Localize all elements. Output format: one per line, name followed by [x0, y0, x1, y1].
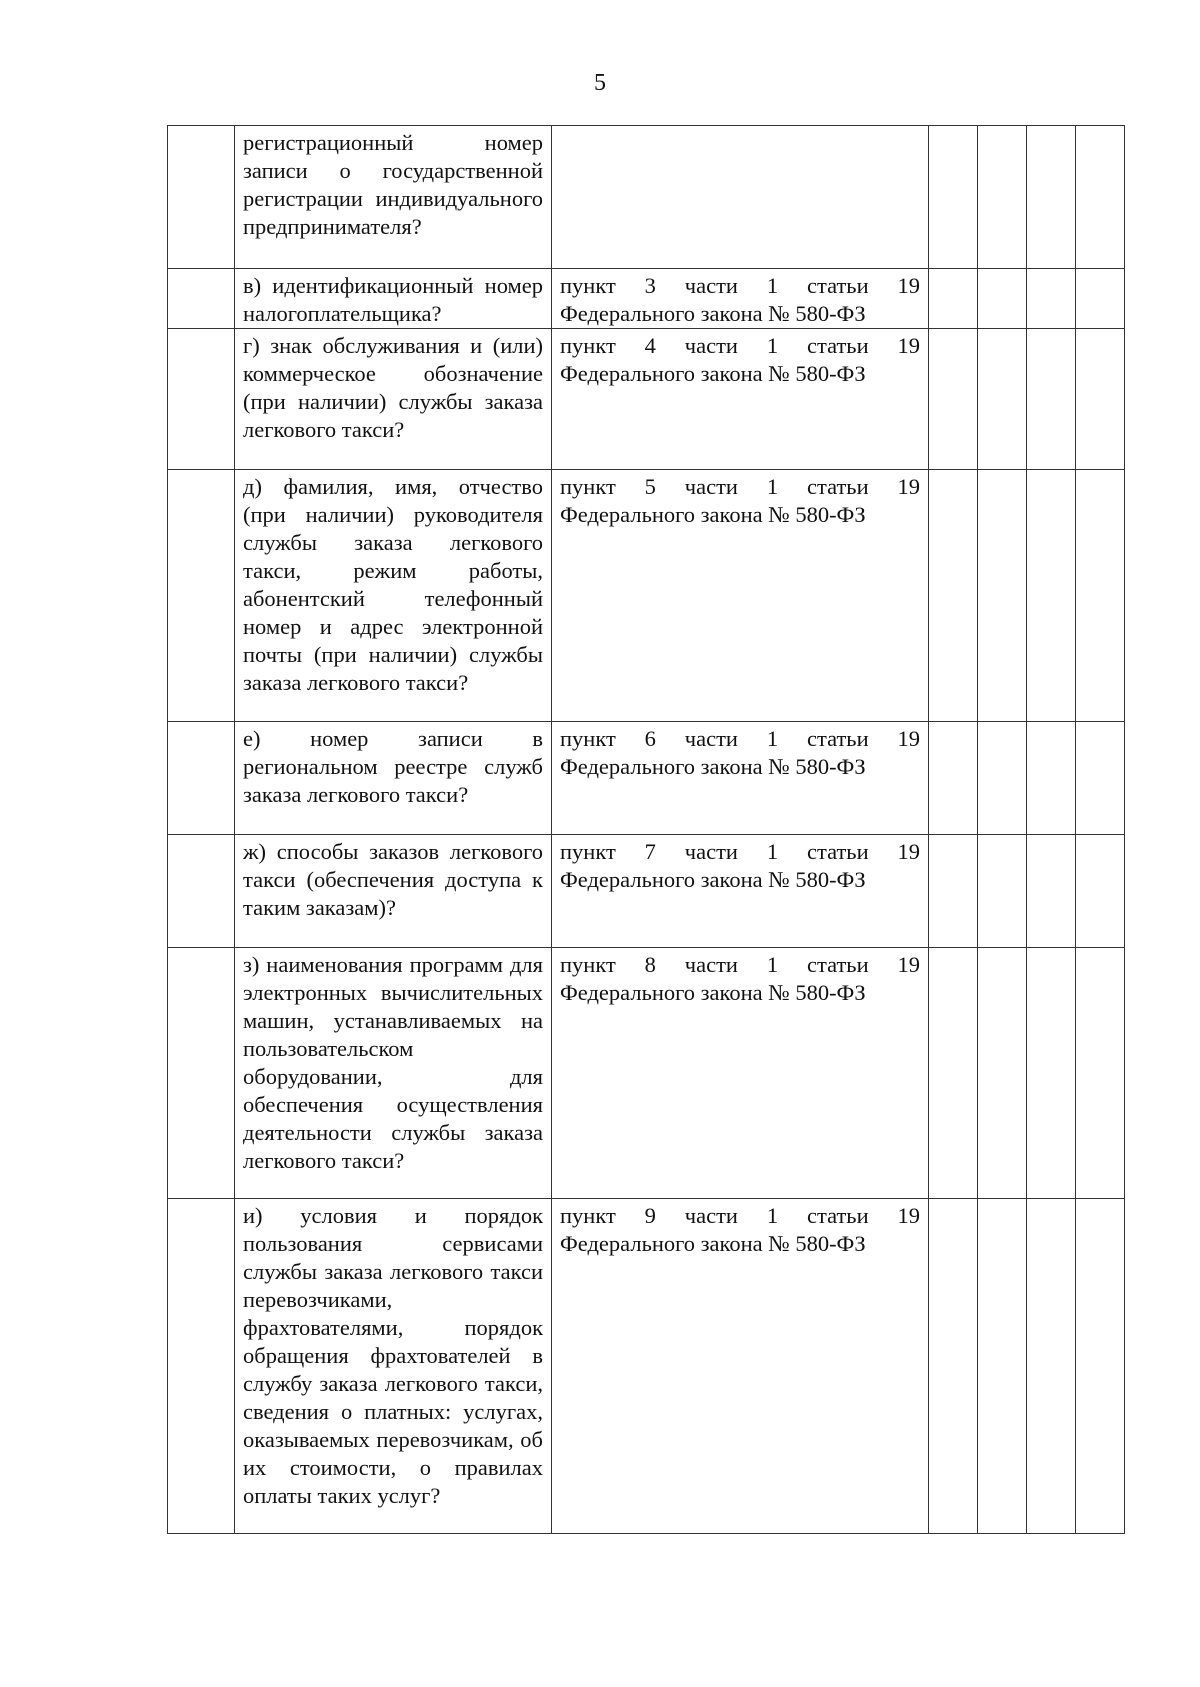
question-cell: [235, 470, 552, 722]
legal-reference-law: Федерального закона № 580-ФЗ: [560, 502, 866, 527]
question-text: регистрационный номер записи о государственной регистрации индивидуального предпринимателя?: [243, 130, 543, 239]
answer-cell-yes: [929, 329, 978, 470]
answer-cell-na: [1027, 1199, 1076, 1534]
legal-reference-cell: [552, 835, 929, 948]
checklist-table: [167, 125, 1125, 1534]
answer-cell-note: [1076, 1199, 1125, 1534]
answer-cell-no: [978, 269, 1027, 329]
table-row: [168, 835, 1125, 948]
number-cell: [168, 1199, 235, 1534]
legal-reference-law: Федерального закона № 580-ФЗ: [560, 361, 866, 386]
legal-reference-clause: пункт 7 части 1 статьи 19: [560, 839, 920, 864]
answer-cell-no: [978, 722, 1027, 835]
question-text: г) знак обслуживания и (или) коммерческое обозначение (при наличии) службы заказа легкового такси?: [243, 333, 543, 442]
number-cell: [168, 835, 235, 948]
answer-cell-note: [1076, 722, 1125, 835]
table-row: [168, 126, 1125, 269]
question-cell: [235, 269, 552, 329]
answer-cell-note: [1076, 835, 1125, 948]
question-text: и) условия и порядок пользования сервисами службы заказа легкового такси перевозчиками, фрахтователями, порядок обращения фрахтователей в службу заказа легкового такси, сведения о платных: услугах, оказываемых перевозчикам, об их стоимости, о правилах оплаты таких услуг?: [243, 1203, 543, 1508]
answer-cell-no: [978, 835, 1027, 948]
question-cell: [235, 1199, 552, 1534]
answer-cell-no: [978, 470, 1027, 722]
page-number: 5: [594, 70, 606, 96]
question-text: в) идентификационный номер налогоплательщика?: [243, 273, 543, 326]
answer-cell-yes: [929, 835, 978, 948]
number-cell: [168, 722, 235, 835]
answer-cell-no: [978, 948, 1027, 1199]
legal-reference-clause: пункт 5 части 1 статьи 19: [560, 474, 920, 499]
table-row: [168, 948, 1125, 1199]
answer-cell-yes: [929, 269, 978, 329]
answer-cell-na: [1027, 269, 1076, 329]
legal-reference-law: Федерального закона № 580-ФЗ: [560, 867, 866, 892]
legal-reference-cell: [552, 722, 929, 835]
question-text: д) фамилия, имя, отчество (при наличии) руководителя службы заказа легкового такси, режим работы, абонентский телефонный номер и адрес электронной почты (при наличии) службы заказа легкового такси?: [243, 474, 543, 695]
question-cell: [235, 329, 552, 470]
table-row: [168, 470, 1125, 722]
answer-cell-note: [1076, 329, 1125, 470]
answer-cell-note: [1076, 470, 1125, 722]
number-cell: [168, 948, 235, 1199]
answer-cell-na: [1027, 835, 1076, 948]
question-cell: [235, 722, 552, 835]
legal-reference-cell: [552, 948, 929, 1199]
legal-reference-clause: пункт 3 части 1 статьи 19: [560, 273, 920, 298]
question-cell: [235, 948, 552, 1199]
legal-reference-clause: пункт 6 части 1 статьи 19: [560, 726, 920, 751]
legal-reference-law: Федерального закона № 580-ФЗ: [560, 301, 866, 326]
question-cell: [235, 835, 552, 948]
legal-reference-cell: [552, 470, 929, 722]
legal-reference-cell: [552, 329, 929, 470]
answer-cell-note: [1076, 126, 1125, 269]
answer-cell-na: [1027, 126, 1076, 269]
answer-cell-yes: [929, 948, 978, 1199]
legal-reference-clause: пункт 4 части 1 статьи 19: [560, 333, 920, 358]
table-row: [168, 269, 1125, 329]
legal-reference-cell: [552, 126, 929, 269]
answer-cell-yes: [929, 1199, 978, 1534]
answer-cell-no: [978, 329, 1027, 470]
answer-cell-na: [1027, 329, 1076, 470]
table-row: [168, 329, 1125, 470]
legal-reference-cell: [552, 269, 929, 329]
answer-cell-no: [978, 1199, 1027, 1534]
answer-cell-yes: [929, 126, 978, 269]
number-cell: [168, 470, 235, 722]
answer-cell-yes: [929, 722, 978, 835]
question-text: з) наименования программ для электронных вычислительных машин, устанавливаемых на пользовательском оборудовании, для обеспечения осуществления деятельности службы заказа легкового такси?: [243, 952, 543, 1173]
question-text: ж) способы заказов легкового такси (обеспечения доступа к таким заказам)?: [243, 839, 543, 920]
legal-reference-cell: [552, 1199, 929, 1534]
number-cell: [168, 126, 235, 269]
answer-cell-no: [978, 126, 1027, 269]
table-row: [168, 1199, 1125, 1534]
legal-reference-clause: пункт 9 части 1 статьи 19: [560, 1203, 920, 1228]
answer-cell-na: [1027, 948, 1076, 1199]
question-text: е) номер записи в региональном реестре служб заказа легкового такси?: [243, 726, 543, 807]
answer-cell-note: [1076, 269, 1125, 329]
answer-cell-yes: [929, 470, 978, 722]
legal-reference-clause: пункт 8 части 1 статьи 19: [560, 952, 920, 977]
legal-reference-law: Федерального закона № 580-ФЗ: [560, 1231, 866, 1256]
question-cell: [235, 126, 552, 269]
table-row: [168, 722, 1125, 835]
number-cell: [168, 329, 235, 470]
legal-reference-law: Федерального закона № 580-ФЗ: [560, 980, 866, 1005]
number-cell: [168, 269, 235, 329]
answer-cell-note: [1076, 948, 1125, 1199]
answer-cell-na: [1027, 470, 1076, 722]
answer-cell-na: [1027, 722, 1076, 835]
legal-reference-law: Федерального закона № 580-ФЗ: [560, 754, 866, 779]
